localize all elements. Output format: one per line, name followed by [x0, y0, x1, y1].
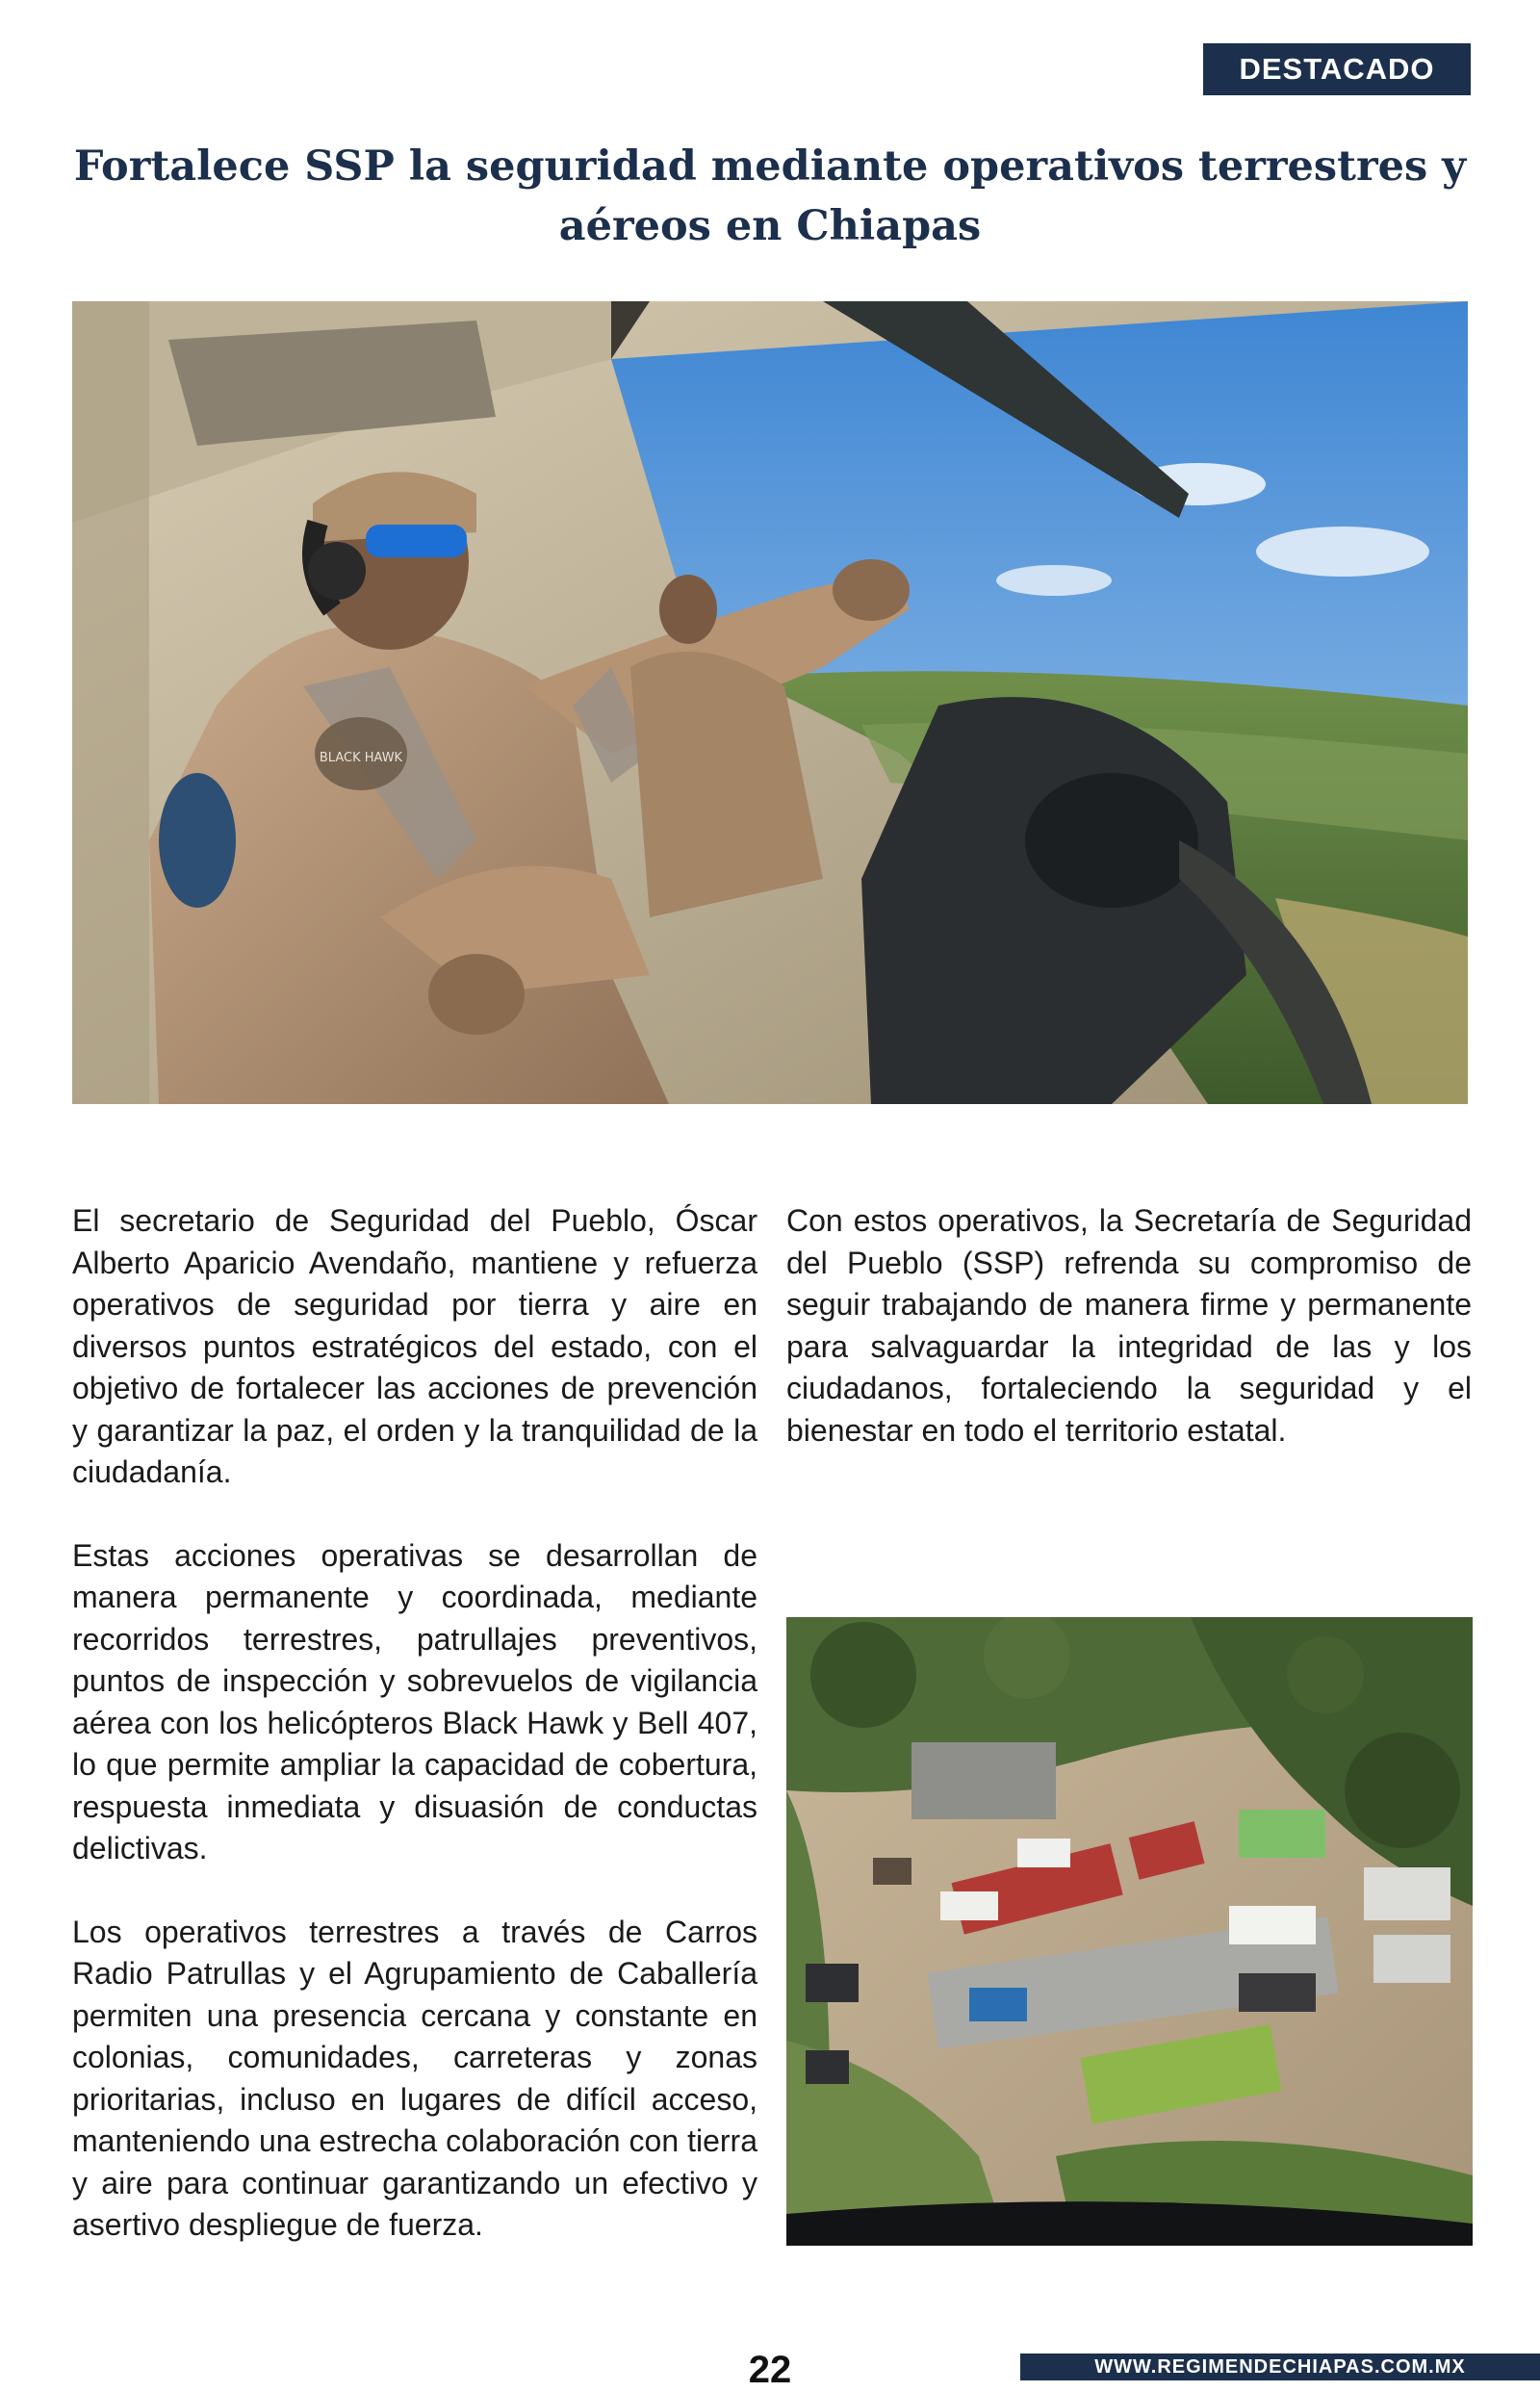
body-paragraph: Con estos operativos, la Secretaría de Seguridad del Pueblo (SSP) refrenda su compromiso de seguir trabajando de manera firme y permanente para salvaguardar la integridad de las y los ciudadanos, fortaleciendo la seguridad y el bienestar en todo el territorio estatal. [786, 1203, 1472, 1448]
body-paragraph: Estas acciones operativas se desarrollan de manera permanente y coordinada, mediante recorridos terrestres, patrullajes preventivos, puntos de inspección y sobrevuelos de vigilancia aérea con los helicópteros Black Hawk y Bell 407, lo que permite ampliar la capacidad de cobertura, respuesta inmediata y disuasión de conductas delictivas. [72, 1537, 757, 1865]
website-url[interactable]: WWW.REGIMENDECHIAPAS.COM.MX [1020, 2353, 1540, 2380]
black-hawk-patch-text: BLACK HAWK [319, 751, 403, 765]
body-paragraph: El secretario de Seguridad del Pueblo, Óscar Alberto Aparicio Avendaño, mantiene y refuerza operativos de seguridad por tierra y aire en diversos puntos estratégicos del estado, con el objetivo de fortalecer las acciones de prevención y garantizar la paz, el orden y la tranquilidad de la ciudadanía. [72, 1203, 757, 1489]
article-column-right [786, 1200, 1472, 1493]
aerial-operation-photo [786, 1617, 1473, 2246]
body-paragraph: Los operativos terrestres a través de Carros Radio Patrullas y el Agrupamiento de Caballería permiten una presencia cercana y constante en colonias, comunidades, carreteras y zonas prioritarias, incluso en lugares de difícil acceso, manteniendo una estrecha colaboración con tierra y aire para continuar garantizando un efectivo y asertivo despliegue de fuerza. [72, 1914, 757, 2242]
section-tag: DESTACADO [1203, 43, 1471, 95]
article-headline: Fortalece SSP la seguridad mediante operativos terrestres y aéreos en Chiapas [73, 142, 1467, 250]
helicopter-crew-photo [72, 301, 1468, 1104]
article-column-left [72, 1200, 757, 2288]
page-number: 22 [748, 2349, 792, 2391]
